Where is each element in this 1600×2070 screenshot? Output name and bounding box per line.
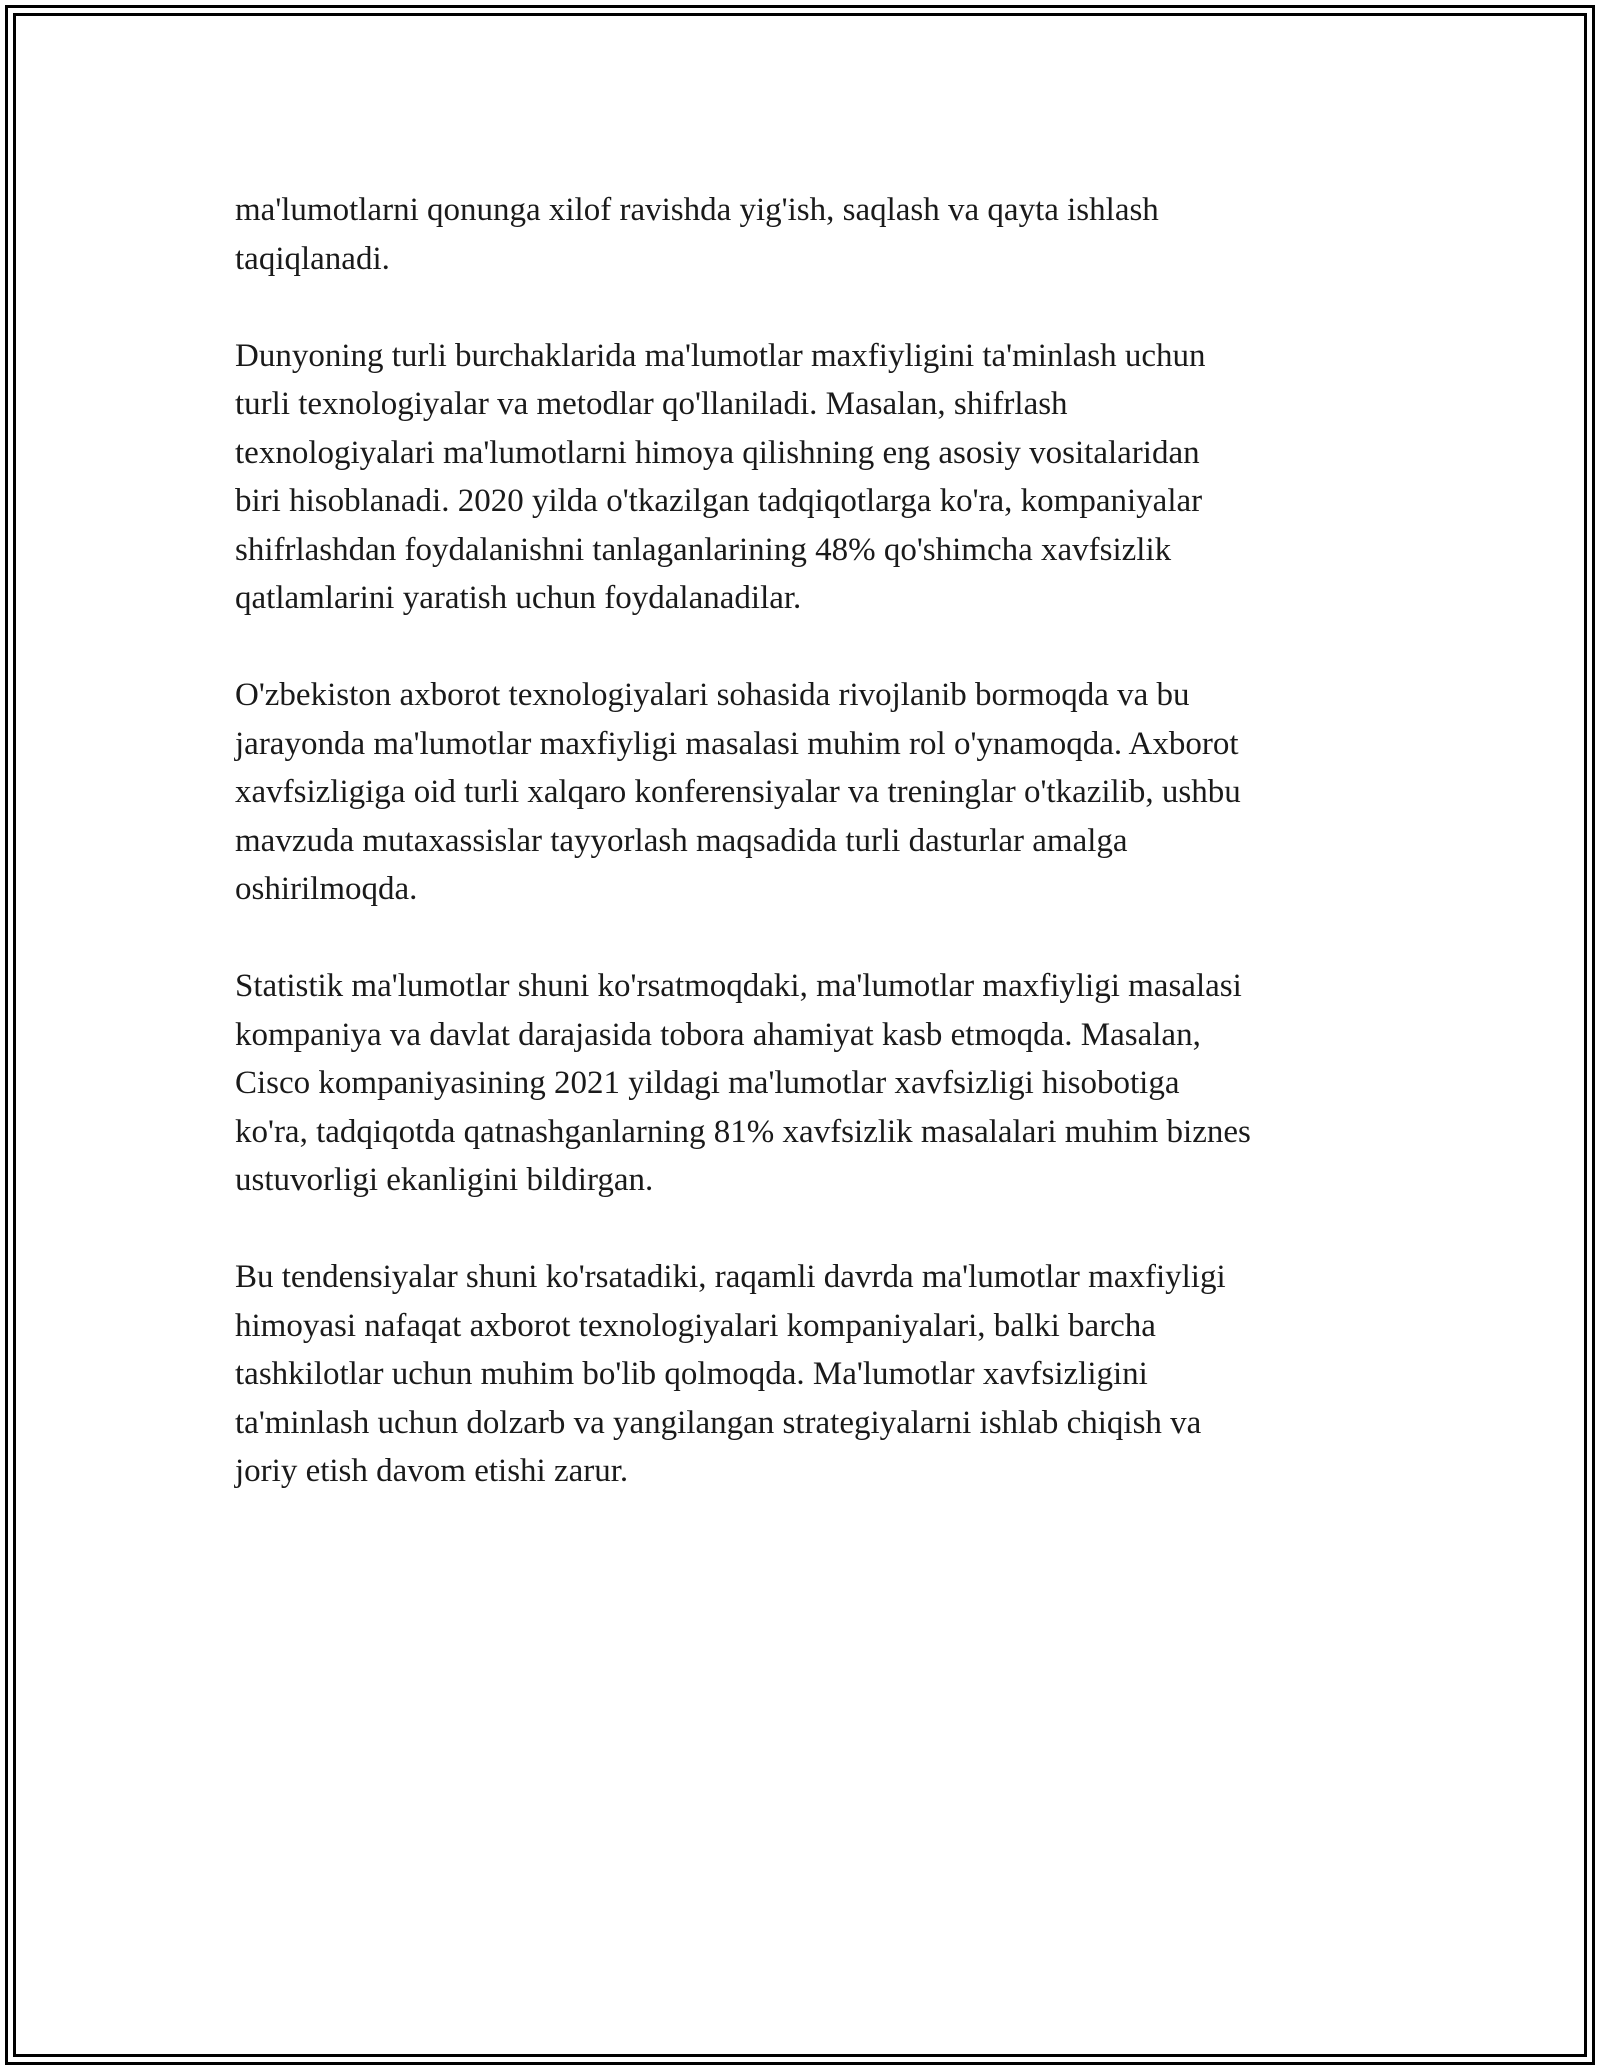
paragraph-conclusion: Bu tendensiyalar shuni ko'rsatadiki, raqamli davrda ma'lumotlar maxfiyligi himoyasi nafaqat axborot texnologiyalari kompaniyalari, balki barcha tashkilotlar uchun muhim bo'lib qolmoqda. Ma'lumotlar xavfsizligini ta'minlash uchun dolzarb va yangilangan strategiyalarni ishlab chiqish va joriy etish davom etishi zarur.: [235, 1259, 1226, 1489]
paragraph-statistics-cisco: Statistik ma'lumotlar shuni ko'rsatmoqdaki, ma'lumotlar maxfiyligi masalasi kompaniya va davlat darajasida tobora ahamiyat kasb etmoqda. Masalan, Cisco kompaniyasining 2021 yildagi ma'lumotlar xavfsizligi hisobotiga ko'ra, tadqiqotda qatnashganlarning 81% xavfsizlik masalalari muhim biznes ustuvorligi ekanligini bildirgan.: [235, 968, 1251, 1198]
paragraph-encryption-technologies: Dunyoning turli burchaklarida ma'lumotlar maxfiyligini ta'minlash uchun turli texnologiyalar va metodlar qo'llaniladi. Masalan, shifrlash texnologiyalari ma'lumotlarni himoya qilishning eng asosiy vositalaridan biri hisoblanadi. 2020 yilda o'tkazilgan tadqiqotlarga ko'ra, kompaniyalar shifrlashdan foydalanishni tanlaganlarining 48% qo'shimcha xavfsizlik qatlamlarini yaratish uchun foydalanadilar.: [235, 337, 1206, 616]
paragraph-data-collection-ban: ma'lumotlarni qonunga xilof ravishda yig'ish, saqlash va qayta ishlash taqiqlanadi.: [235, 192, 1159, 277]
document-body: [235, 186, 1375, 1544]
paragraph-uzbekistan-it: O'zbekiston axborot texnologiyalari sohasida rivojlanib bormoqda va bu jarayonda ma'lumotlar maxfiyligi masalasi muhim rol o'ynamoqda. Axborot xavfsizligiga oid turli xalqaro konferensiyalar va treninglar o'tkazilib, ushbu mavzuda mutaxassislar tayyorlash maqsadida turli dasturlar amalga oshirilmoqda.: [235, 677, 1241, 907]
